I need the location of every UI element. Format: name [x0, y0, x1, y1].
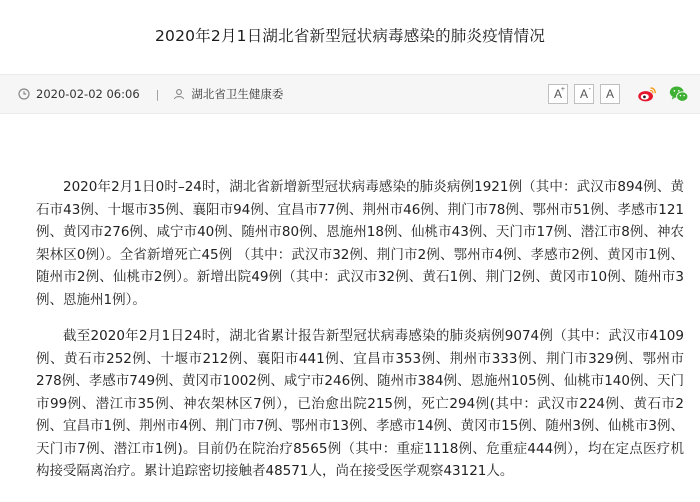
article-meta-bar [0, 74, 700, 114]
page-title: 2020年2月1日湖北省新型冠状病毒感染的肺炎疫情情况 [154, 27, 546, 45]
article-tools [548, 82, 690, 106]
meta-separator: | [155, 87, 160, 101]
minus-icon: - [588, 86, 591, 93]
article-source: 湖北省卫生健康委 [191, 87, 284, 101]
share-wechat-button[interactable] [668, 83, 690, 105]
share-weibo-button[interactable] [636, 83, 658, 105]
plus-icon: + [560, 86, 565, 93]
font-reset-button[interactable] [600, 84, 620, 104]
clock-icon [18, 88, 30, 100]
organization-icon [173, 88, 185, 100]
weibo-icon [636, 83, 658, 105]
font-decrease-button[interactable] [574, 84, 594, 104]
article-meta [18, 75, 283, 113]
paragraph-daily-update: 2020年2月1日0时–24时，湖北省新增新型冠状病毒感染的肺炎病例1921例（其中：武汉市894例、黄石市43例、十堰市35例、襄阳市94例、宜昌市77例、荆州市46例、荆门市78例、鄂州市51例、孝感市121例、黄冈市276例、咸宁市40例、随州市80例、恩施州18例、仙桃市43例、天门市17例、潜江市8例、神农架林区0例）。全省新增死亡45例 （其中：武汉市32例、荆门市2例、鄂州市4例、孝感市2例、黄冈市1例、随州市2例、仙桃市2例）。新增出院49例（其中：武汉市32例、黄石1例、荆门2例、黄冈市10例、随州市3例、恩施州1例）。 [36, 179, 684, 308]
font-decrease-label: A [579, 87, 588, 101]
publish-date: 2020-02-02 06:06 [36, 87, 140, 101]
paragraph-cumulative: 截至2020年2月1日24时，湖北省累计报告新型冠状病毒感染的肺炎病例9074例（其中：武汉市4109例、黄石市252例、十堰市212例、襄阳市441例、宜昌市353例、荆州市333例、荆门市329例、鄂州市278例、孝感市749例、黄冈市1002例、咸宁市246例、随州市384例、恩施州105例、仙桃市140例、天门市99例、潜江市35例、神农架林区7例），已治愈出院215例，死亡294例(其中：武汉市224例、黄石市2例、宜昌市1例、荆州市4例、荆门市7例、鄂州市13例、孝感市14例、黄冈市15例、随州3例、仙桃市3例、天门市7例、潜江市1例)。目前仍在院治疗8565例（其中：重症1118例、危重症444例），均在定点医疗机构接受隔离治疗。累计追踪密切接触者48571人，尚在接受医学观察43121人。 [36, 328, 684, 479]
font-reset-label: A [605, 87, 614, 101]
article-body [36, 176, 684, 497]
wechat-icon [668, 83, 690, 105]
font-increase-button[interactable] [548, 84, 568, 104]
font-increase-label: A [553, 87, 562, 101]
